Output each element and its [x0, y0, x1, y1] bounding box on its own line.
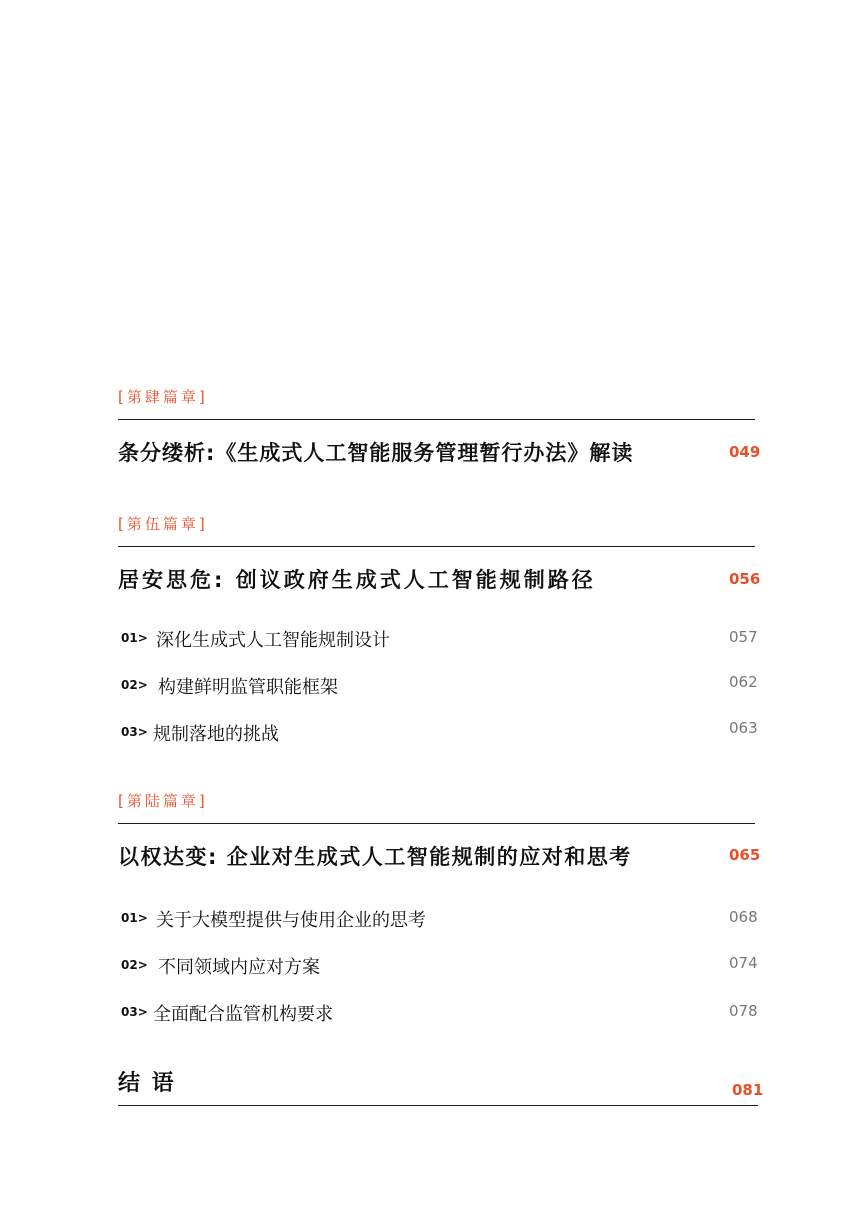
item-label[interactable]: 全面配合监管机构要求 [153, 1004, 333, 1025]
item-number: 01> [121, 631, 148, 645]
divider [118, 1105, 758, 1106]
item-page-number[interactable]: 057 [729, 628, 758, 646]
item-page-number[interactable]: 062 [729, 673, 758, 691]
conclusion-title[interactable]: 结 语 [118, 1071, 176, 1096]
item-page-number[interactable]: 063 [729, 719, 758, 737]
chapter-title[interactable]: 以权达变: 企业对生成式人工智能规制的应对和思考 [118, 845, 632, 869]
part-tag: [第伍篇章] [118, 515, 208, 533]
item-page-number[interactable]: 074 [729, 954, 758, 972]
part-tag: [第肆篇章] [118, 388, 208, 406]
chapter-page-number[interactable]: 049 [729, 443, 761, 461]
item-label[interactable]: 不同领域内应对方案 [158, 957, 320, 978]
chapter-page-number[interactable]: 056 [729, 570, 761, 588]
item-page-number[interactable]: 068 [729, 908, 758, 926]
chapter-title[interactable]: 条分缕析:《生成式人工智能服务管理暂行办法》解读 [118, 441, 634, 465]
item-number: 01> [121, 911, 148, 925]
divider [118, 419, 755, 420]
item-label[interactable]: 构建鲜明监管职能框架 [158, 677, 338, 698]
part-tag: [第陆篇章] [118, 792, 208, 810]
item-label[interactable]: 规制落地的挑战 [153, 724, 279, 745]
item-number: 03> [121, 725, 148, 739]
divider [118, 823, 755, 824]
item-page-number[interactable]: 078 [729, 1002, 758, 1020]
item-number: 02> [121, 678, 148, 692]
conclusion-page-number[interactable]: 081 [732, 1081, 764, 1099]
chapter-page-number[interactable]: 065 [729, 846, 761, 864]
item-label[interactable]: 关于大模型提供与使用企业的思考 [156, 910, 426, 931]
item-number: 03> [121, 1005, 148, 1019]
chapter-title[interactable]: 居安思危: 创议政府生成式人工智能规制路径 [118, 568, 596, 592]
item-number: 02> [121, 958, 148, 972]
item-label[interactable]: 深化生成式人工智能规制设计 [156, 630, 390, 651]
divider [118, 546, 755, 547]
